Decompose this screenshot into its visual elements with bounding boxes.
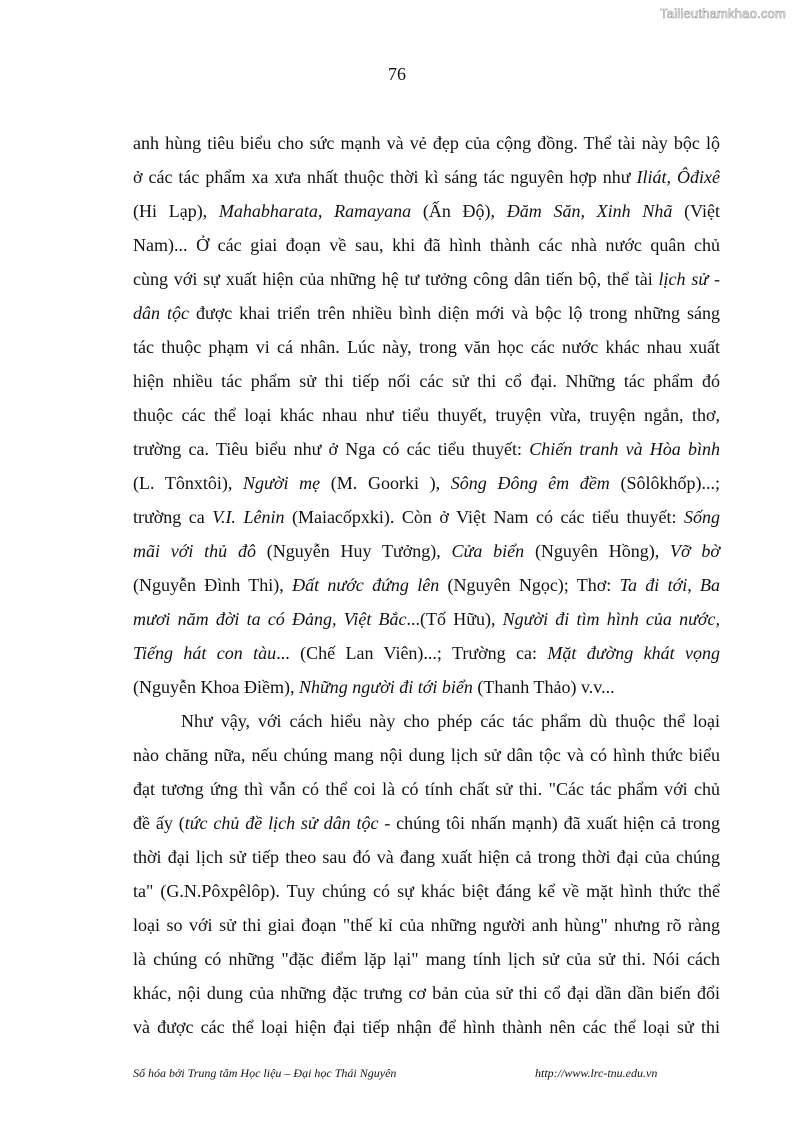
text-line: Nam)... Ở các giai đoạn về sau, khi đã hình thành các nhà nước quân chủ — [133, 235, 720, 255]
text-line: khác, nội dung của những đặc trưng cơ bản của sử thi cổ đại dần dần biến đổi — [133, 983, 720, 1003]
text-line: là chúng có những "đặc điểm lặp lại" mang tính lịch sử của sử thi. Nói cách — [133, 949, 720, 969]
text-line: trường ca. Tiêu biểu như ở Nga có các tiểu thuyết: Chiến tranh và Hòa bình — [133, 439, 721, 459]
text-line: (Nguyễn Khoa Điềm), Những người đi tới biển (Thanh Thảo) v.v... — [133, 677, 615, 697]
text-line: mươi năm đời ta có Đảng, Việt Bắc...(Tố Hữu), Người đi tìm hình của nước, — [133, 609, 720, 629]
text-line: loại so với sử thi giai đoạn "thế kỉ của những người anh hùng" nhưng rõ ràng — [133, 915, 720, 935]
page-number: 76 — [388, 64, 406, 84]
text-line: và được các thể loại hiện đại tiếp nhận để hình thành nên các thể loại sử thi — [133, 1017, 720, 1037]
text-line: ở các tác phẩm xa xưa nhất thuộc thời kì sáng tác nguyên hợp như Iliát, Ôđixê — [133, 167, 720, 187]
text-line: nào chăng nữa, nếu chúng mang nội dung lịch sử dân tộc và có hình thức biểu — [133, 745, 720, 765]
text-line: mãi với thủ đô (Nguyễn Huy Tưởng), Cửa biển (Nguyên Hồng), Vỡ bờ — [133, 541, 720, 561]
text-line: thuộc các thể loại khác nhau như tiểu thuyết, truyện vừa, truyện ngắn, thơ, — [133, 405, 720, 425]
footer-url[interactable]: http://www.lrc-tnu.edu.vn — [535, 1066, 658, 1080]
text-line: tác thuộc phạm vi cá nhân. Lúc này, trong văn học các nước khác nhau xuất — [133, 337, 720, 357]
text-line: hiện nhiều tác phẩm sử thi tiếp nối các sử thi cổ đại. Những tác phẩm đó — [133, 371, 720, 391]
text-line: thời đại lịch sử tiếp theo sau đó và đang xuất hiện cả trong thời đại của chúng — [133, 847, 720, 867]
text-line: (Hi Lạp), Mahabharata, Ramayana (Ấn Độ), Đăm Săn, Xinh Nhã (Việt — [133, 201, 720, 221]
text-line: Tiếng hát con tàu... (Chế Lan Viên)...; Trường ca: Mặt đường khát vọng — [133, 643, 720, 663]
text-line: Như vậy, với cách hiểu này cho phép các tác phẩm dù thuộc thể loại — [181, 711, 720, 731]
text-line: ta" (G.N.Pôxpêlôp). Tuy chúng có sự khác biệt đáng kể về mặt hình thức thể — [133, 881, 720, 901]
watermark: Tailieuthamkhao.com — [660, 6, 786, 21]
text-line: cùng với sự xuất hiện của những hệ tư tưởng công dân tiến bộ, thể tài lịch sử - — [133, 269, 720, 289]
text-line: anh hùng tiêu biểu cho sức mạnh và vẻ đẹp của cộng đồng. Thể tài này bộc lộ — [133, 133, 720, 153]
text-line: dân tộc được khai triển trên nhiều bình diện mới và bộc lộ trong những sáng — [133, 303, 720, 323]
footer-attribution: Số hóa bởi Trung tâm Học liệu – Đại học Thái Nguyên — [133, 1066, 397, 1080]
text-line: đạt tương ứng thì vẫn có thể coi là có tính chất sử thi. "Các tác phẩm với chủ — [133, 779, 720, 799]
text-line: đề ấy (tức chủ đề lịch sử dân tộc - chúng tôi nhấn mạnh) đã xuất hiện cả trong — [133, 813, 720, 833]
text-line: (L. Tônxtôi), Người mẹ (M. Goorki ), Sông Đông êm đềm (Sôlôkhốp)...; — [133, 473, 720, 493]
text-line: trường ca V.I. Lênin (Maiacốpxki). Còn ở Việt Nam có các tiểu thuyết: Sống — [133, 507, 721, 527]
text-line: (Nguyễn Đình Thi), Đất nước đứng lên (Nguyên Ngọc); Thơ: Ta đi tới, Ba — [133, 575, 720, 595]
